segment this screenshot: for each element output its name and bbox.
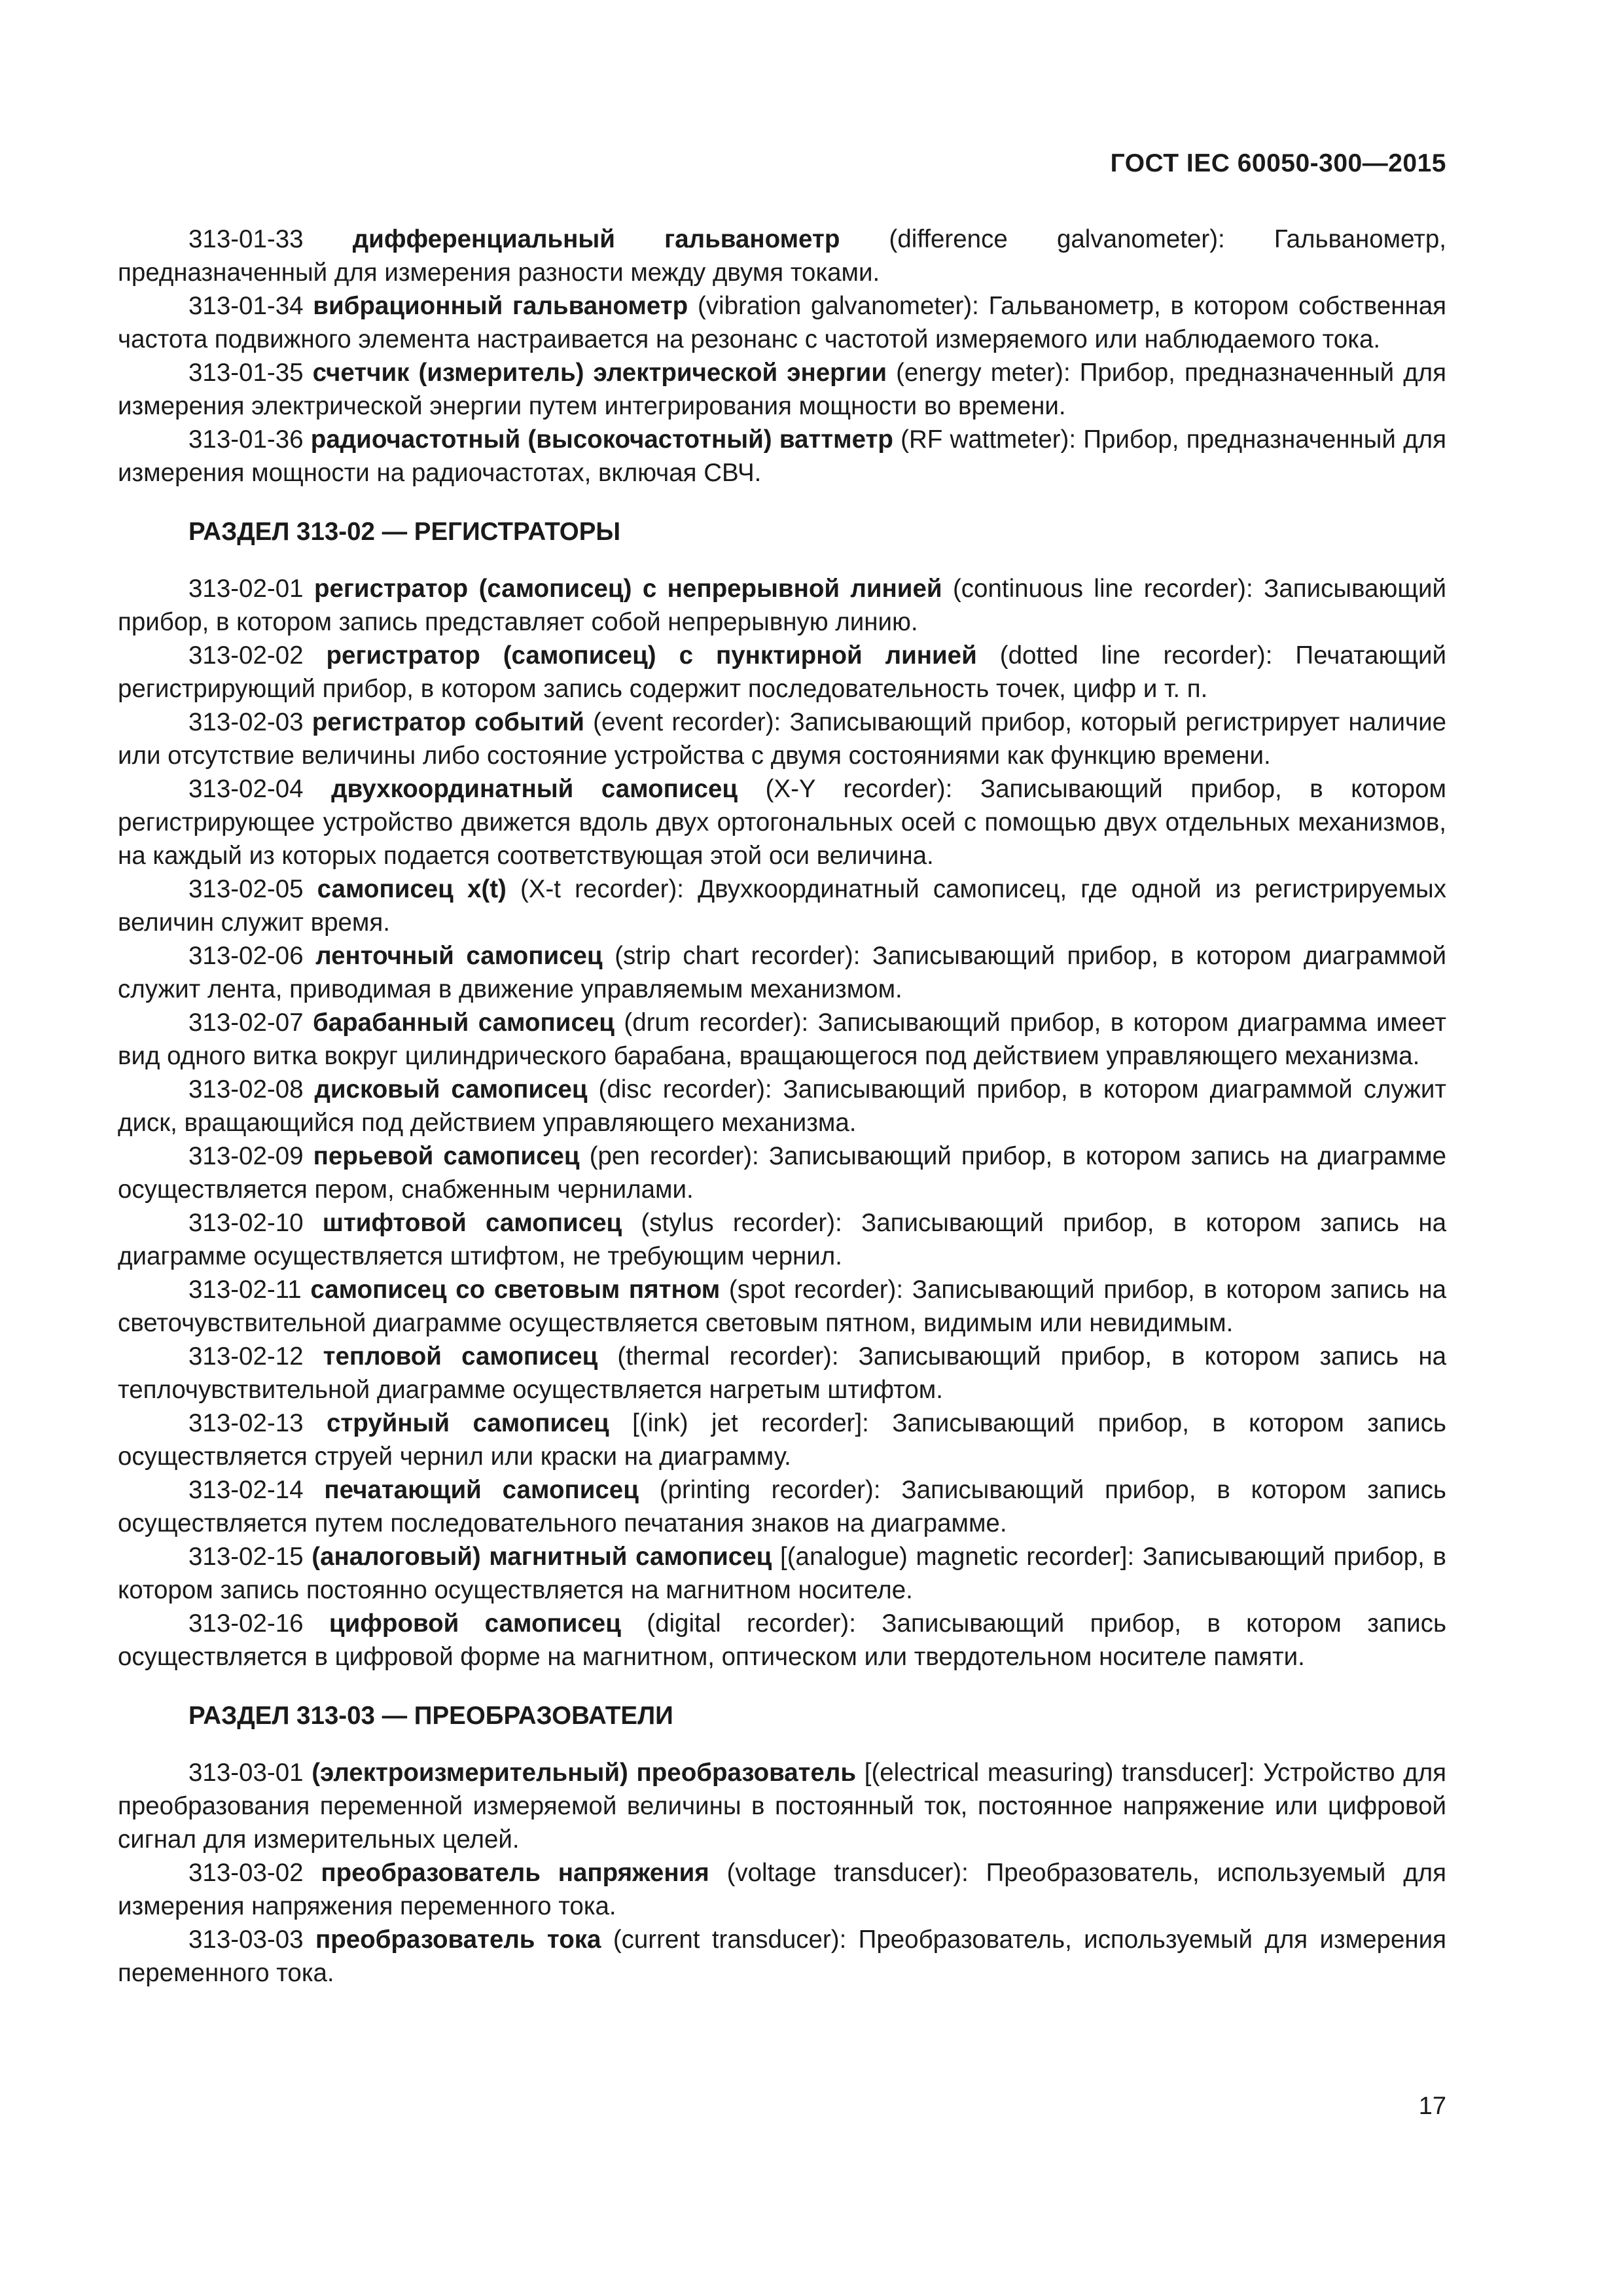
term-definition: (strip chart recorder): Записывающий прибор, в котором диаграммой служит лента, приводимая в движение управляемым механизмом. xyxy=(118,942,1446,1003)
term-definition: [(ink) jet recorder]: Записывающий прибор, в котором запись осуществляется струей чернил или краски на диаграмму. xyxy=(118,1409,1446,1471)
document-body xyxy=(118,223,1446,1990)
term-name: преобразователь напряжения xyxy=(321,1859,709,1887)
term-definition: (pen recorder): Записывающий прибор, в котором запись на диаграмме осуществляется пером, снабженным чернилами. xyxy=(118,1142,1446,1204)
term-entry xyxy=(118,1340,1446,1407)
section-heading: РАЗДЕЛ 313-03 — ПРЕОБРАЗОВАТЕЛИ xyxy=(188,1702,673,1730)
term-entry xyxy=(118,289,1446,356)
term-entry xyxy=(118,1540,1446,1607)
term-number: 313-02-05 xyxy=(188,875,304,903)
term-name: самописец x(t) xyxy=(317,875,507,903)
term-number: 313-02-02 xyxy=(188,641,304,670)
term-number: 313-02-08 xyxy=(188,1075,304,1103)
term-entry xyxy=(118,706,1446,772)
term-name: двухкоординатный самописец xyxy=(331,775,738,803)
term-entry xyxy=(118,1756,1446,1856)
term-name: (аналоговый) магнитный самописец xyxy=(312,1543,772,1571)
term-entry xyxy=(118,1139,1446,1206)
term-number: 313-02-03 xyxy=(188,708,304,736)
term-name: регистратор (самописец) с непрерывной линией xyxy=(313,575,942,603)
term-name: перьевой самописец xyxy=(313,1142,580,1170)
term-number: 313-02-15 xyxy=(188,1543,304,1571)
term-entry xyxy=(118,1273,1446,1340)
term-number: 313-02-06 xyxy=(188,942,304,970)
term-name: дифференциальный гальванометр xyxy=(352,225,840,253)
term-name: регистратор (самописец) с пунктирной линией xyxy=(326,641,977,670)
term-definition: (dotted line recorder): Печатающий регистрирующий прибор, в котором запись содержит последовательность точек, цифр и т. п. xyxy=(118,641,1447,703)
term-number: 313-02-09 xyxy=(188,1142,304,1170)
term-entry xyxy=(118,772,1446,872)
term-definition: (vibration galvanometer): Гальванометр, в котором собственная частота подвижного элемента настраивается на резонанс с частотой измеряемого или наблюдаемого тока. xyxy=(118,292,1446,353)
term-name: ленточный самописец xyxy=(315,942,603,970)
term-entry xyxy=(118,1006,1446,1073)
term-definition: (event recorder): Записывающий прибор, который регистрирует наличие или отсутствие величины либо состояние устройства с двумя состояниями как функцию времени. xyxy=(118,708,1446,770)
term-number: 313-02-07 xyxy=(188,1009,304,1037)
term-entry xyxy=(118,939,1446,1006)
term-number: 313-01-33 xyxy=(188,225,304,253)
term-number: 313-02-11 xyxy=(188,1276,302,1304)
term-definition: (disc recorder): Записывающий прибор, в котором диаграммой служит диск, вращающийся под действием управляющего механизма. xyxy=(118,1075,1446,1137)
term-entry xyxy=(118,572,1446,639)
term-definition: (difference galvanometer): Гальванометр, предназначенный для измерения разности между двумя токами. xyxy=(118,225,1446,287)
term-definition: (printing recorder): Записывающий прибор, в котором запись осуществляется путем последовательного печатания знаков на диаграмме. xyxy=(118,1476,1446,1537)
term-name: (электроизмерительный) преобразователь xyxy=(312,1759,857,1787)
term-entry xyxy=(118,223,1446,289)
term-name: преобразователь тока xyxy=(315,1926,601,1954)
term-number: 313-02-14 xyxy=(188,1476,304,1504)
term-name: вибрационный гальванометр xyxy=(313,292,688,320)
term-entry xyxy=(118,1923,1446,1990)
term-definition: (thermal recorder): Записывающий прибор, в котором запись на теплочувствительной диаграмме осуществляется нагретым штифтом. xyxy=(118,1342,1447,1404)
term-definition: (X-t recorder): Двухкоординатный самописец, где одной из регистрируемых величин служит время. xyxy=(118,875,1446,937)
term-number: 313-01-34 xyxy=(188,292,304,320)
term-number: 313-01-35 xyxy=(188,359,304,387)
term-entry xyxy=(118,639,1446,706)
term-name: печатающий самописец xyxy=(324,1476,639,1504)
term-entry xyxy=(118,356,1446,423)
term-definition: [(analogue) magnetic recorder]: Записывающий прибор, в котором запись постоянно осуществляется на магнитном носителе. xyxy=(118,1543,1447,1604)
term-name: регистратор событий xyxy=(312,708,584,736)
term-number: 313-03-02 xyxy=(188,1859,304,1887)
term-number: 313-01-36 xyxy=(188,425,304,454)
term-name: штифтовой самописец xyxy=(322,1209,622,1237)
term-number: 313-02-04 xyxy=(188,775,304,803)
term-number: 313-02-01 xyxy=(188,575,304,603)
term-number: 313-02-16 xyxy=(188,1609,304,1638)
term-entry xyxy=(118,423,1446,490)
term-number: 313-03-03 xyxy=(188,1926,304,1954)
term-definition: [(electrical measuring) transducer]: Устройство для преобразования переменной измеряемой величины в постоянный ток, постоянное напряжение или цифровой сигнал для измерительных целей. xyxy=(118,1759,1447,1854)
term-name: барабанный самописец xyxy=(312,1009,615,1037)
term-number: 313-03-01 xyxy=(188,1759,304,1787)
term-definition: (continuous line recorder): Записывающий прибор, в котором запись представляет собой непрерывную линию. xyxy=(118,575,1447,636)
term-definition: (energy meter): Прибор, предназначенный для измерения электрической энергии путем интегрирования мощности во времени. xyxy=(118,359,1446,420)
term-number: 313-02-10 xyxy=(188,1209,304,1237)
term-definition: (current transducer): Преобразователь, используемый для измерения переменного тока. xyxy=(118,1926,1446,1987)
term-name: самописец со световым пятном xyxy=(310,1276,721,1304)
term-name: радиочастотный (высокочастотный) ваттметр xyxy=(310,425,893,454)
term-number: 313-02-13 xyxy=(188,1409,304,1437)
term-name: дисковый самописец xyxy=(314,1075,588,1103)
term-entry xyxy=(118,1206,1446,1273)
term-entry xyxy=(118,1607,1446,1674)
term-name: тепловой самописец xyxy=(323,1342,598,1371)
section-heading: РАЗДЕЛ 313-02 — РЕГИСТРАТОРЫ xyxy=(188,518,621,546)
term-definition: (RF wattmeter): Прибор, предназначенный для измерения мощности на радиочастотах, включая СВЧ. xyxy=(118,425,1446,487)
term-entry xyxy=(118,1407,1446,1473)
term-entry xyxy=(118,872,1446,939)
term-definition: (X-Y recorder): Записывающий прибор, в котором регистрирующее устройство движется вдоль двух ортогональных осей с помощью двух отдельных механизмов, на каждый из которых подается соответствующая этой оси величина. xyxy=(118,775,1446,870)
term-definition: (stylus recorder): Записывающий прибор, в котором запись на диаграмме осуществляется штифтом, не требующим чернил. xyxy=(118,1209,1446,1270)
standard-header: ГОСТ IEC 60050-300—2015 xyxy=(1110,149,1446,177)
term-entry xyxy=(118,1073,1446,1139)
term-definition: (drum recorder): Записывающий прибор, в котором диаграмма имеет вид одного витка вокруг цилиндрического барабана, вращающегося под действием управляющего механизма. xyxy=(118,1009,1447,1070)
term-definition: (voltage transducer): Преобразователь, используемый для измерения напряжения переменного тока. xyxy=(118,1859,1446,1920)
term-name: струйный самописец xyxy=(326,1409,609,1437)
term-number: 313-02-12 xyxy=(188,1342,304,1371)
term-entry xyxy=(118,1473,1446,1540)
document-page xyxy=(118,0,1446,2296)
term-definition: (digital recorder): Записывающий прибор, в котором запись осуществляется в цифровой форме на магнитном, оптическом или твердотельном носителе памяти. xyxy=(118,1609,1446,1671)
page-number: 17 xyxy=(1418,2092,1446,2120)
term-definition: (spot recorder): Записывающий прибор, в котором запись на светочувствительной диаграмме осуществляется световым пятном, видимым или невидимым. xyxy=(118,1276,1446,1337)
term-name: счетчик (измеритель) электрической энергии xyxy=(312,359,887,387)
term-name: цифровой самописец xyxy=(329,1609,621,1638)
term-entry xyxy=(118,1856,1446,1923)
